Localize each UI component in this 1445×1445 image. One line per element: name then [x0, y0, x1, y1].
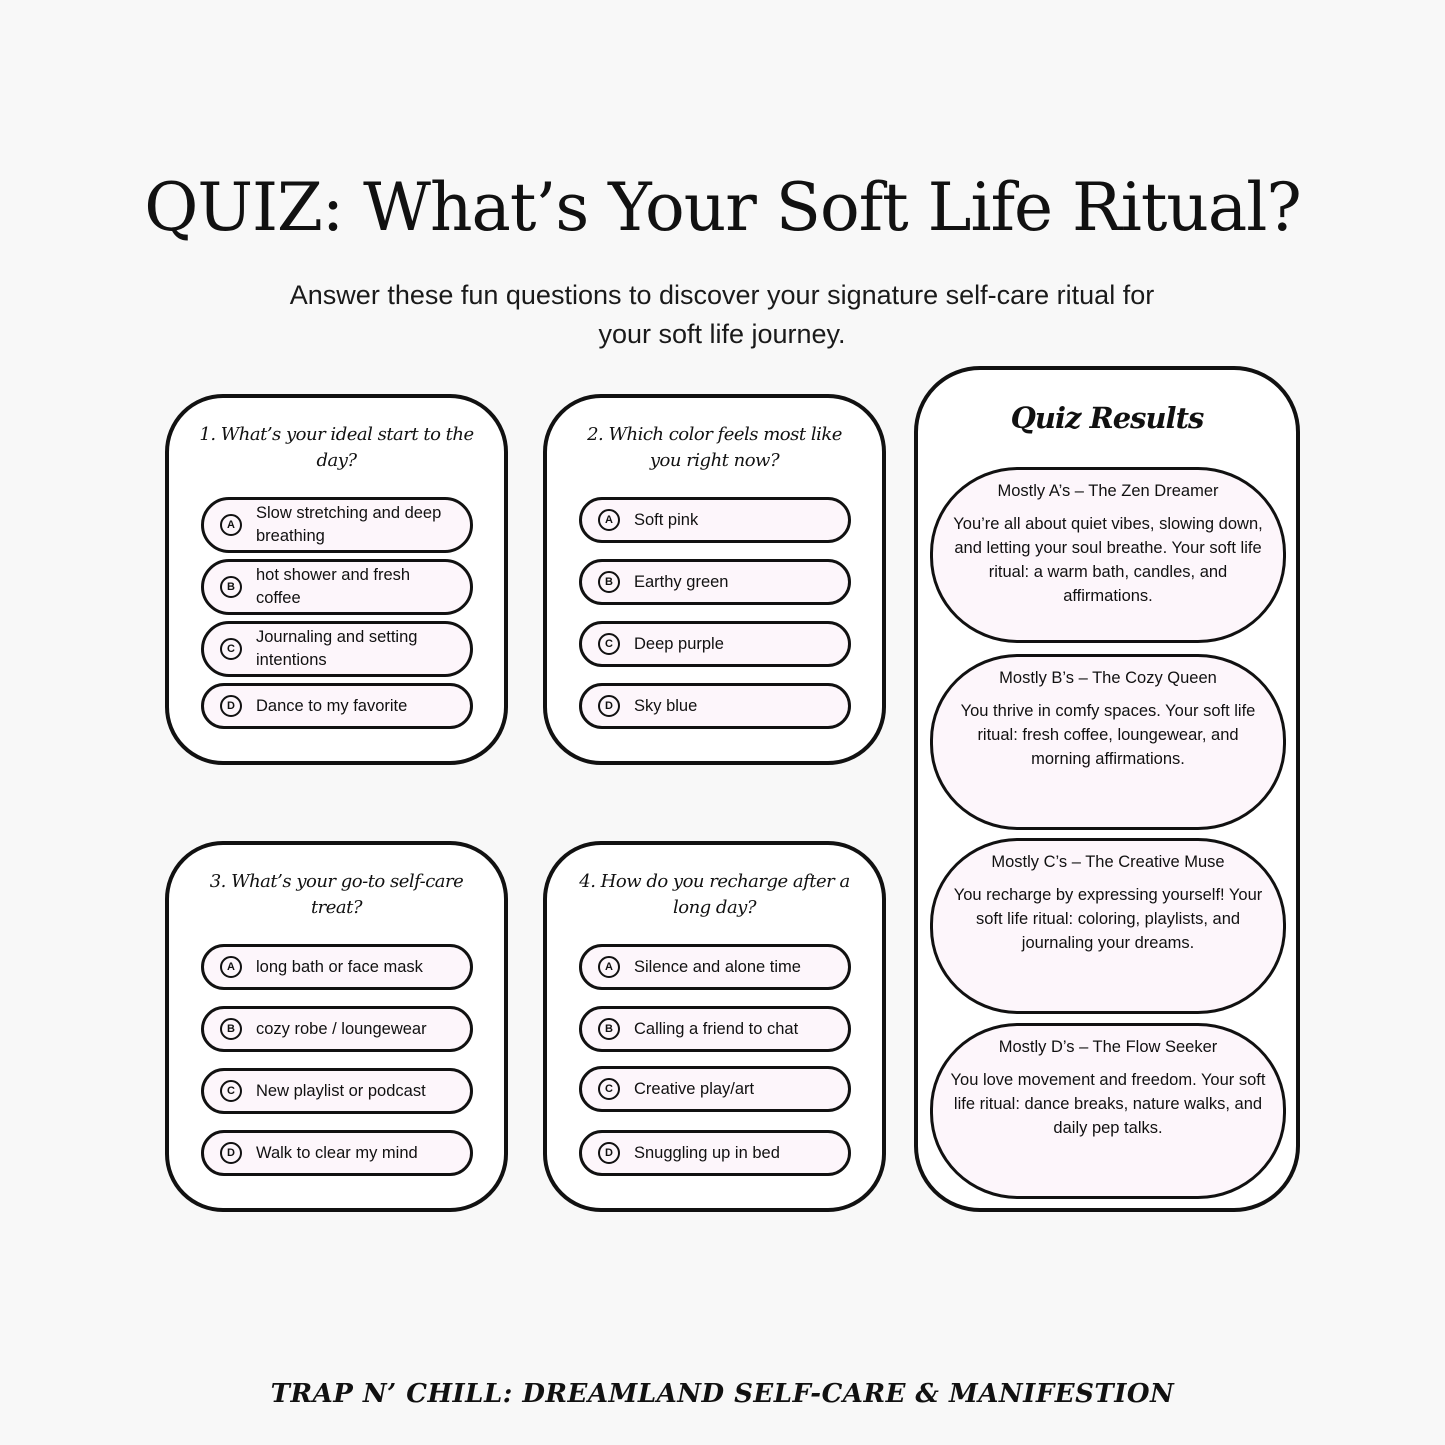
option-letter-badge: B	[598, 1018, 620, 1040]
question-card-1	[165, 394, 508, 765]
option-label: Snuggling up in bed	[634, 1143, 780, 1162]
option-c[interactable]	[201, 621, 473, 677]
results-heading: Quiz Results	[1010, 401, 1204, 435]
option-b[interactable]	[201, 559, 473, 615]
result-title: Mostly B’s – The Cozy Queen	[999, 669, 1217, 687]
result-mostly-c	[930, 838, 1286, 1014]
question-card-3	[165, 841, 508, 1212]
option-d[interactable]	[201, 683, 473, 729]
result-description: You thrive in comfy spaces. Your soft life ritual: fresh coffee, loungewear, and morning affirmations.	[960, 702, 1256, 768]
option-label: long bath or face mask	[256, 957, 423, 976]
option-letter-badge: A	[598, 509, 620, 531]
option-b[interactable]	[201, 1006, 473, 1052]
result-description: You recharge by expressing yourself! Your soft life ritual: coloring, playlists, and journaling your dreams.	[953, 886, 1263, 952]
option-label: cozy robe / loungewear	[256, 1019, 427, 1038]
result-mostly-d	[930, 1023, 1286, 1199]
page-title: QUIZ: What’s Your Soft Life Ritual?	[144, 169, 1301, 246]
option-letter-badge: B	[220, 576, 242, 598]
option-b[interactable]	[579, 559, 851, 605]
option-letter-badge: D	[598, 695, 620, 717]
question-card-2	[543, 394, 886, 765]
question-text: 3. What’s your go-to self-care treat?	[209, 871, 464, 918]
option-label: Walk to clear my mind	[256, 1143, 418, 1162]
option-letter-badge: A	[220, 514, 242, 536]
question-text: 2. Which color feels most like you right now?	[587, 424, 842, 471]
option-c[interactable]	[201, 1068, 473, 1114]
option-a[interactable]	[201, 497, 473, 553]
option-a[interactable]	[579, 944, 851, 990]
option-label: Silence and alone time	[634, 957, 801, 976]
option-c[interactable]	[579, 621, 851, 667]
question-card-4	[543, 841, 886, 1212]
page-subtitle: Answer these fun questions to discover your signature self-care ritual for your soft life journey.	[289, 280, 1155, 349]
option-label: hot shower and fresh coffee	[256, 566, 411, 607]
option-letter-badge: C	[220, 1080, 242, 1102]
result-title: Mostly D’s – The Flow Seeker	[998, 1038, 1218, 1056]
option-label: Soft pink	[634, 510, 699, 529]
option-d[interactable]	[579, 683, 851, 729]
option-letter-badge: B	[598, 571, 620, 593]
option-d[interactable]	[579, 1130, 851, 1176]
option-c[interactable]	[579, 1066, 851, 1112]
result-description: You love movement and freedom. Your soft life ritual: dance breaks, nature walks, and daily pep talks.	[950, 1071, 1266, 1137]
result-description: You’re all about quiet vibes, slowing down, and letting your soul breathe. Your soft life ritual: a warm bath, candles, and affirmations.	[953, 515, 1263, 605]
result-mostly-a	[930, 467, 1286, 643]
result-mostly-b	[930, 654, 1286, 830]
option-letter-badge: D	[220, 695, 242, 717]
option-label: Sky blue	[634, 696, 698, 715]
option-letter-badge: C	[220, 638, 242, 660]
option-letter-badge: C	[598, 633, 620, 655]
option-label: Dance to my favorite	[256, 696, 408, 715]
option-label: Journaling and setting intentions	[256, 628, 418, 669]
option-d[interactable]	[201, 1130, 473, 1176]
option-label: Slow stretching and deep breathing	[256, 504, 442, 545]
option-a[interactable]	[201, 944, 473, 990]
option-letter-badge: D	[598, 1142, 620, 1164]
option-b[interactable]	[579, 1006, 851, 1052]
option-letter-badge: A	[220, 956, 242, 978]
question-text: 4. How do you recharge after a long day?	[579, 871, 850, 918]
option-label: Earthy green	[634, 572, 729, 591]
question-text: 1. What’s your ideal start to the day?	[199, 424, 474, 471]
option-label: Deep purple	[634, 634, 724, 653]
option-letter-badge: D	[220, 1142, 242, 1164]
option-label: New playlist or podcast	[256, 1081, 426, 1100]
option-letter-badge: A	[598, 956, 620, 978]
results-card	[914, 366, 1300, 1212]
footer-brand: TRAP N’ CHILL: DREAMLAND SELF-CARE & MANIFESTION	[270, 1379, 1175, 1409]
option-label: Calling a friend to chat	[634, 1019, 799, 1038]
option-a[interactable]	[579, 497, 851, 543]
result-title: Mostly A’s – The Zen Dreamer	[997, 482, 1219, 500]
option-letter-badge: C	[598, 1078, 620, 1100]
result-title: Mostly C’s – The Creative Muse	[991, 853, 1225, 871]
option-letter-badge: B	[220, 1018, 242, 1040]
option-label: Creative play/art	[634, 1079, 755, 1098]
